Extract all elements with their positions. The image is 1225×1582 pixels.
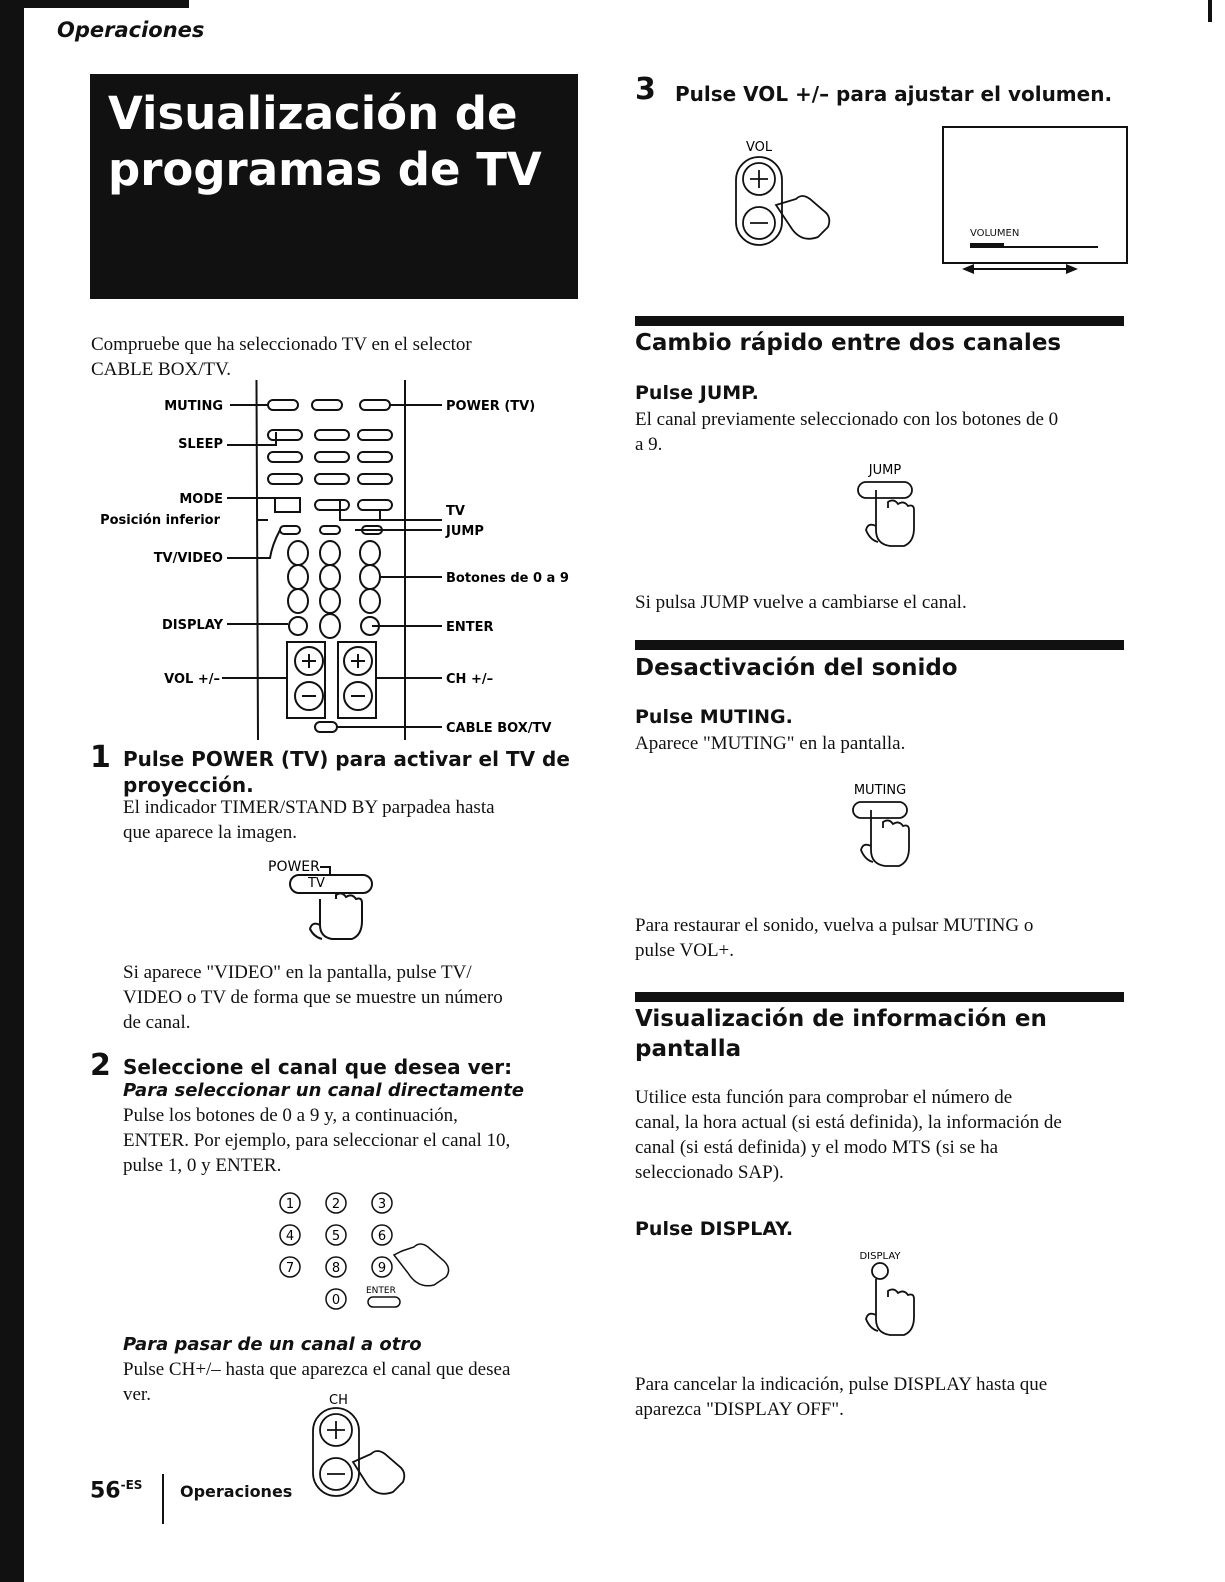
key-5: 5 bbox=[331, 1229, 341, 1244]
jump-text bbox=[635, 407, 1058, 457]
muting-note-line1: Para restaurar el sonido, vuelva a pulsar MUTING o bbox=[635, 915, 1034, 936]
page-title-line1: Visualización de bbox=[108, 87, 518, 140]
remote-label-jump: JUMP bbox=[446, 524, 484, 539]
step2-channel-line2: ver. bbox=[123, 1384, 151, 1405]
muting-text: Aparece "MUTING" en la pantalla. bbox=[635, 733, 906, 754]
display-text-line2: canal, la hora actual (si está definida), la información de bbox=[635, 1112, 1062, 1133]
muting-section-rule bbox=[635, 640, 1124, 650]
step1-text-line1: El indicador TIMER/STAND BY parpadea hasta bbox=[123, 797, 495, 818]
step2-subtitle-direct: Para seleccionar un canal directamente bbox=[123, 1080, 525, 1101]
footer-divider bbox=[162, 1474, 164, 1524]
section-label: Operaciones bbox=[57, 18, 205, 42]
page-edge-bar bbox=[0, 0, 24, 1582]
step1-note bbox=[123, 960, 503, 1035]
remote-label-sleep: SLEEP bbox=[178, 437, 223, 452]
volume-direction-arrow bbox=[960, 262, 1080, 276]
page-number-value: 56 bbox=[90, 1478, 121, 1504]
remote-label-power-tv: POWER (TV) bbox=[446, 399, 536, 414]
step3-number: 3 bbox=[635, 72, 656, 107]
remote-label-enter: ENTER bbox=[446, 620, 494, 635]
step2-channel-line1: Pulse CH+/– hasta que aparezca el canal que desea bbox=[123, 1359, 511, 1380]
muting-pulse: Pulse MUTING. bbox=[635, 706, 793, 728]
vol-button-illustration bbox=[730, 135, 840, 250]
display-text-line4: seleccionado SAP). bbox=[635, 1162, 784, 1183]
display-section-rule bbox=[635, 992, 1124, 1002]
step1-title-line1: Pulse POWER (TV) para activar el TV de bbox=[123, 747, 570, 771]
key-2: 2 bbox=[331, 1197, 341, 1212]
step1-note-line3: de canal. bbox=[123, 1012, 191, 1033]
display-button-illustration bbox=[840, 1245, 930, 1345]
ch-button-label: CH bbox=[329, 1393, 348, 1408]
remote-label-vol: VOL +/– bbox=[164, 672, 220, 687]
step1-title-line2: proyección. bbox=[123, 773, 254, 797]
key-7: 7 bbox=[285, 1261, 295, 1276]
jump-button-label: JUMP bbox=[868, 463, 902, 478]
volume-screen-label: VOLUMEN bbox=[970, 228, 1020, 239]
step2-direct-line3: pulse 1, 0 y ENTER. bbox=[123, 1155, 282, 1176]
key-9: 9 bbox=[377, 1261, 387, 1276]
display-text-line3: canal (si está definida) y el modo MTS (si se ha bbox=[635, 1137, 999, 1158]
remote-label-mode: MODE bbox=[179, 492, 223, 507]
intro-text bbox=[91, 332, 472, 382]
display-text bbox=[635, 1085, 1062, 1185]
step2-direct-line2: ENTER. Por ejemplo, para seleccionar el canal 10, bbox=[123, 1130, 511, 1151]
page-number-suffix: -ES bbox=[120, 1478, 143, 1492]
remote-label-tv-video: TV/VIDEO bbox=[153, 551, 223, 566]
step2-title: Seleccione el canal que desea ver: bbox=[123, 1055, 513, 1079]
step2-direct-text bbox=[123, 1103, 510, 1178]
key-6: 6 bbox=[377, 1229, 387, 1244]
page-title bbox=[108, 86, 542, 198]
step1-title bbox=[123, 746, 570, 798]
remote-label-buttons-0-9: Botones de 0 a 9 bbox=[446, 571, 569, 586]
step1-text bbox=[123, 795, 495, 845]
enter-key-label: ENTER bbox=[366, 1286, 396, 1296]
muting-button-illustration bbox=[835, 780, 935, 875]
step2-direct-line1: Pulse los botones de 0 a 9 y, a continuación, bbox=[123, 1105, 458, 1126]
key-0: 0 bbox=[331, 1293, 341, 1308]
page-number bbox=[90, 1478, 142, 1503]
key-1: 1 bbox=[285, 1197, 295, 1212]
step2-subtitle-channel: Para pasar de un canal a otro bbox=[123, 1334, 422, 1355]
keypad-illustration bbox=[268, 1185, 468, 1320]
vol-button-label: VOL bbox=[746, 140, 773, 155]
step1-note-line2: VIDEO o TV de forma que se muestre un número bbox=[123, 987, 503, 1008]
jump-pulse: Pulse JUMP. bbox=[635, 382, 759, 404]
jump-section-heading: Cambio rápido entre dos canales bbox=[635, 330, 1062, 356]
remote-label-cable-box-tv: CABLE BOX/TV bbox=[446, 721, 552, 736]
remote-label-muting: MUTING bbox=[164, 399, 223, 414]
jump-section-rule bbox=[635, 316, 1124, 326]
step1-note-line1: Si aparece "VIDEO" en la pantalla, pulse TV/ bbox=[123, 962, 472, 983]
intro-line1: Compruebe que ha seleccionado TV en el selector bbox=[91, 334, 472, 355]
step1-number: 1 bbox=[90, 740, 111, 775]
power-button-tv-label: TV bbox=[308, 876, 325, 891]
remote-label-ch: CH +/– bbox=[446, 672, 494, 687]
muting-note-line2: pulse VOL+. bbox=[635, 940, 735, 961]
title-banner bbox=[90, 74, 578, 299]
jump-text-line1: El canal previamente seleccionado con los botones de 0 bbox=[635, 409, 1059, 430]
remote-label-tv: TV bbox=[446, 504, 465, 519]
intro-line2: CABLE BOX/TV. bbox=[91, 359, 232, 380]
remote-label-lower-position: Posición inferior bbox=[100, 513, 220, 528]
display-heading-line1: Visualización de información en bbox=[635, 1006, 1047, 1032]
key-8: 8 bbox=[331, 1261, 341, 1276]
power-button-label: POWER bbox=[268, 859, 320, 875]
step2-number: 2 bbox=[90, 1048, 111, 1083]
step1-text-line2: que aparece la imagen. bbox=[123, 822, 298, 843]
jump-button-illustration bbox=[840, 460, 930, 555]
display-note bbox=[635, 1372, 1047, 1422]
jump-note: Si pulsa JUMP vuelve a cambiarse el canal. bbox=[635, 592, 967, 613]
jump-text-line2: a 9. bbox=[635, 434, 663, 455]
display-note-line1: Para cancelar la indicación, pulse DISPLAY hasta que bbox=[635, 1374, 1048, 1395]
muting-section-heading: Desactivación del sonido bbox=[635, 655, 958, 681]
section-tab bbox=[24, 0, 189, 8]
display-heading-line2: pantalla bbox=[635, 1036, 742, 1062]
display-button-label: DISPLAY bbox=[859, 1251, 901, 1262]
display-note-line2: aparezca "DISPLAY OFF". bbox=[635, 1399, 844, 1420]
display-section-heading bbox=[635, 1004, 1047, 1064]
display-text-line1: Utilice esta función para comprobar el número de bbox=[635, 1087, 1013, 1108]
key-4: 4 bbox=[285, 1229, 295, 1244]
step3-title: Pulse VOL +/– para ajustar el volumen. bbox=[675, 82, 1113, 106]
remote-label-display: DISPLAY bbox=[161, 618, 223, 633]
power-button-illustration bbox=[260, 855, 390, 945]
page-title-line2: programas de TV bbox=[108, 143, 542, 196]
volume-level-bar bbox=[970, 243, 1004, 248]
ch-button-illustration bbox=[305, 1388, 410, 1503]
muting-button-label: MUTING bbox=[853, 783, 907, 798]
volume-screen bbox=[942, 126, 1128, 264]
key-3: 3 bbox=[377, 1197, 387, 1212]
footer-section: Operaciones bbox=[180, 1482, 293, 1501]
display-pulse: Pulse DISPLAY. bbox=[635, 1218, 794, 1240]
remote-diagram bbox=[90, 380, 580, 740]
muting-note bbox=[635, 913, 1033, 963]
page-edge-mark bbox=[1208, 0, 1212, 22]
